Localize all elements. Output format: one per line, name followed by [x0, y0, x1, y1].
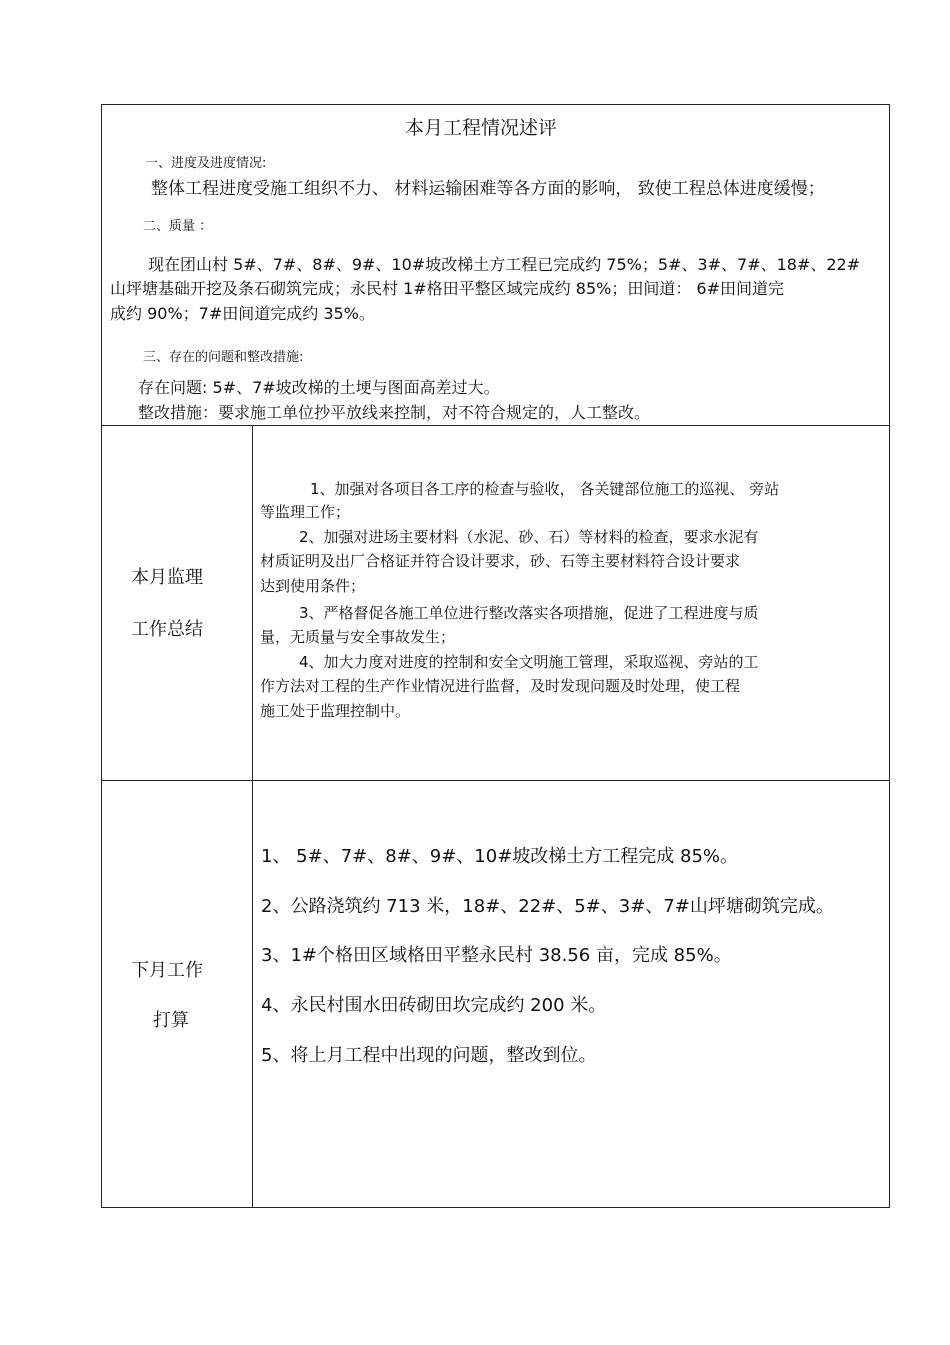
plan-label-line2: 打算: [153, 1010, 189, 1031]
plan-item: 5、将上月工程中出现的问题，整改到位。: [261, 1045, 597, 1066]
plan-item: 2、公路浇筑约 713 米，18#、22#、5#、3#、7#山坪塘砌筑完成。: [261, 896, 834, 917]
summary-line: 达到使用条件；: [260, 577, 366, 595]
quality-heading: 二、质量 ：: [143, 219, 213, 234]
summary-line: 3、严格督促各施工单位进行整改落实各项措施，促进了工程进度与质: [299, 604, 759, 622]
column-divider: [252, 425, 253, 1208]
summary-line: 材质证明及出厂合格证并符合设计要求，砂、石等主要材料符合设计要求: [260, 552, 741, 570]
summary-line: 4、加大力度对进度的控制和安全文明施工管理，采取巡视、旁站的工: [299, 653, 759, 671]
summary-line: 等监理工作；: [260, 503, 351, 521]
summary-line: 1、加强对各项目各工序的检查与验收， 各关键部位施工的巡视、 旁站: [310, 480, 780, 498]
plan-label-line1: 下月工作: [131, 960, 203, 981]
progress-heading: 一、进度及进度情况:: [145, 156, 267, 171]
progress-text: 整体工程进度受施工组织不力、 材料运输困难等各方面的影响， 致使工程总体进度缓慢；: [151, 179, 825, 199]
measure-line: 整改措施：要求施工单位抄平放线来控制，对不符合规定的，人工整改。: [138, 403, 651, 422]
issues-heading: 三、存在的问题和整改措施:: [143, 350, 304, 365]
plan-item: 3、1#个格田区域格田平整永民村 38.56 亩，完成 85%。: [261, 945, 732, 966]
row-divider-2: [101, 780, 890, 781]
row-divider-1: [101, 425, 890, 426]
issue-line: 存在问题: 5#、7#坡改梯的土埂与图面高差过大。: [138, 378, 500, 397]
quality-line: 山坪塘基础开挖及条石砌筑完成；永民村 1#格田平整区域完成约 85%；田间道： 6#田间道完: [110, 279, 784, 298]
summary-line: 作方法对工程的生产作业情况进行监督，及时发现问题及时处理，使工程: [260, 677, 741, 695]
plan-item: 1、 5#、7#、8#、9#、10#坡改梯土方工程完成 85%。: [261, 846, 739, 867]
summary-line: 施工处于监理控制中。: [260, 702, 411, 720]
summary-line: 2、加强对进场主要材料（水泥、砂、石）等材料的检查，要求水泥有: [299, 528, 759, 546]
summary-line: 量，无质量与安全事故发生；: [260, 628, 456, 646]
summary-label-line2: 工作总结: [131, 619, 203, 640]
summary-label-line1: 本月监理: [131, 567, 203, 588]
quality-line: 现在团山村 5#、7#、8#、9#、10#坡改梯土方工程已完成约 75%；5#、3#、7#、18#、22#: [148, 255, 861, 274]
plan-item: 4、永民村围水田砖砌田坎完成约 200 米。: [261, 995, 607, 1016]
quality-line: 成约 90%；7#田间道完成约 35%。: [110, 304, 375, 323]
section-title: 本月工程情况述评: [405, 117, 558, 139]
